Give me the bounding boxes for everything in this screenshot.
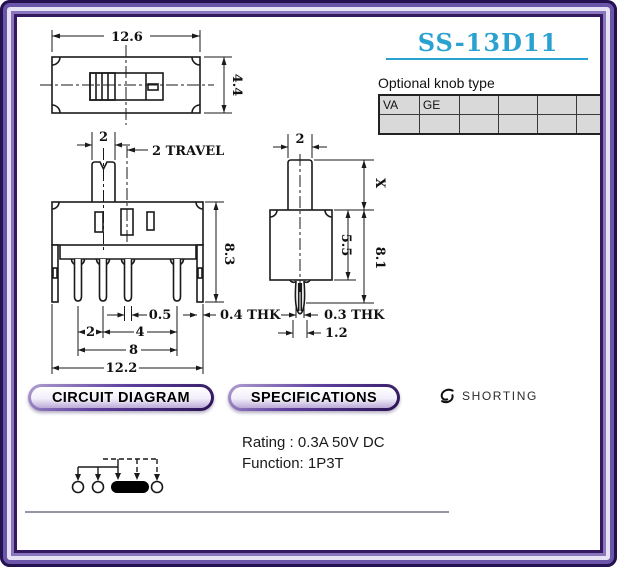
dim-front-pitch-a: 2: [85, 325, 96, 340]
knob-cell: [576, 95, 616, 115]
table-row: [379, 95, 616, 115]
bottom-divider: [25, 511, 449, 513]
page-title: SS-13D11: [417, 28, 559, 57]
terminal-circle: [73, 482, 84, 493]
dim-front-pitch-b: 4: [135, 325, 145, 340]
table-row: [379, 115, 616, 135]
optional-knob-table: [378, 94, 617, 135]
s-swirl-icon: [438, 387, 456, 405]
knob-cell: [498, 115, 537, 135]
specifications-text: [242, 432, 385, 474]
function-line: Function: 1P3T: [242, 455, 344, 472]
knob-cell: [576, 115, 616, 135]
specifications-header: [228, 384, 400, 411]
dim-front-height: 8.3: [221, 242, 236, 266]
dim-front-pin-width: 0.5: [148, 308, 172, 323]
circuit-diagram-label: CIRCUIT DIAGRAM: [31, 387, 211, 408]
dim-side-knob-width: 2: [295, 132, 305, 147]
dim-side-body-height: 5.5: [338, 233, 353, 257]
knob-table-caption: Optional knob type: [378, 75, 495, 91]
front-view-drawing: [52, 130, 281, 376]
circuit-diagram-header: [28, 384, 214, 411]
top-view-drawing: [40, 30, 244, 125]
dim-front-overall-width: 12.2: [105, 361, 138, 376]
knob-cell: [537, 95, 576, 115]
knob-cell: [379, 115, 419, 135]
knob-cell: [498, 95, 537, 115]
side-view-drawing: [270, 132, 387, 341]
dim-side-knob-height: X: [372, 177, 387, 189]
dim-front-bracket-thk: 0.4 THK: [220, 308, 281, 323]
shorting-label: SHORTING: [462, 389, 538, 403]
dim-front-travel: 2 TRAVEL: [152, 144, 225, 159]
terminal-circle: [152, 482, 163, 493]
knob-cell: [419, 115, 459, 135]
dim-side-pin-thk: 0.3 THK: [324, 308, 385, 323]
rating-line: Rating : 0.3A 50V DC: [242, 434, 385, 451]
knob-cell: GE: [419, 95, 459, 115]
terminal-circle: [93, 482, 104, 493]
shorting-note: [438, 387, 538, 405]
dim-top-width: 12.6: [111, 30, 143, 45]
title-underline: [386, 58, 588, 60]
dim-top-height: 4.4: [229, 73, 244, 97]
knob-cell: [459, 95, 498, 115]
knob-cell: [537, 115, 576, 135]
dim-side-pin-width: 1.2: [325, 326, 348, 341]
circuit-diagram-drawing: [73, 459, 163, 493]
knob-cell: [459, 115, 498, 135]
shorting-bar: [111, 481, 149, 493]
dim-front-pitch-c: 8: [128, 343, 139, 358]
knob-cell: VA: [379, 95, 419, 115]
dim-side-overall-height: 8.1: [372, 246, 387, 270]
dim-front-knob-width: 2: [98, 130, 109, 145]
specifications-label: SPECIFICATIONS: [231, 387, 397, 408]
